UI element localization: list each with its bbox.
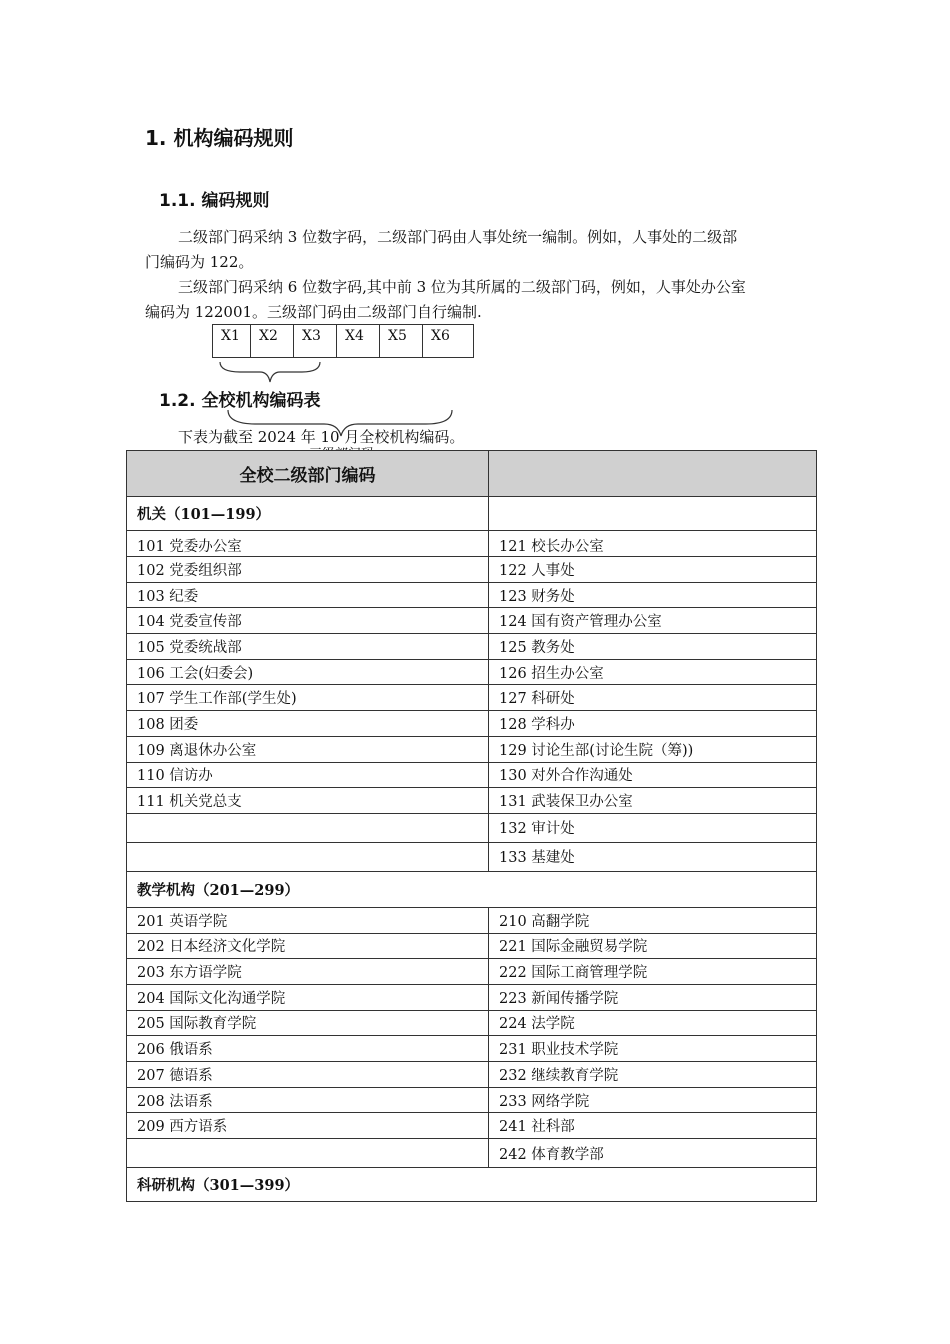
table-row: [127, 1036, 817, 1062]
table-cell: 207 德语系: [127, 1062, 489, 1088]
table-cell: 203 东方语学院: [127, 959, 489, 985]
table-cell: 126 招生办公室: [489, 659, 817, 685]
table-row: [127, 634, 817, 660]
code-cell-x5: X5: [380, 325, 423, 357]
section-heading-1-2: 1.2. 全校机构编码表: [159, 391, 321, 411]
table-cell: 104 党委宣传部: [127, 608, 489, 634]
table-row: [127, 1113, 817, 1139]
table-row: [127, 685, 817, 711]
table-cell: 127 科研处: [489, 685, 817, 711]
table-cell: 201 英语学院: [127, 907, 489, 933]
table-cell: 206 俄语系: [127, 1036, 489, 1062]
section-row: [127, 497, 817, 531]
table-row: [127, 557, 817, 583]
table-cell: 132 审计处: [489, 813, 817, 842]
table-cell: 224 法学院: [489, 1010, 817, 1036]
para1-line2: 门编码为 122。: [145, 253, 254, 271]
table-row: [127, 813, 817, 842]
table-cell: 242 体育教学部: [489, 1139, 817, 1168]
section-row: [127, 871, 817, 907]
table-row: [127, 582, 817, 608]
table-row: [127, 659, 817, 685]
table-row: [127, 1087, 817, 1113]
table-cell: 208 法语系: [127, 1087, 489, 1113]
table-cell: 107 学生工作部(学生处): [127, 685, 489, 711]
table-cell: 128 学科办: [489, 711, 817, 737]
code-diagram: [212, 324, 474, 358]
table-row: [127, 984, 817, 1010]
table-cell: 204 国际文化沟通学院: [127, 984, 489, 1010]
table-cell: [127, 813, 489, 842]
section-label-keyan: 科研机构（301—399）: [127, 1168, 817, 1202]
table-cell: 129 讨论生部(讨论生院（筹)): [489, 736, 817, 762]
table-cell: 231 职业技术学院: [489, 1036, 817, 1062]
table-cell: 124 国有资产管理办公室: [489, 608, 817, 634]
table-cell: 103 纪委: [127, 582, 489, 608]
table-cell: 131 武装保卫办公室: [489, 788, 817, 814]
table-cell: 130 对外合作沟通处: [489, 762, 817, 788]
table-cell: 122 人事处: [489, 557, 817, 583]
table-row: [127, 736, 817, 762]
section-heading-1-1: 1.1. 编码规则: [159, 191, 270, 211]
table-cell: [127, 842, 489, 871]
code-cell-x2: X2: [251, 325, 294, 357]
table-row: [127, 531, 817, 557]
table-cell: 108 团委: [127, 711, 489, 737]
department-code-table: [126, 450, 817, 1202]
table-cell: 210 高翻学院: [489, 907, 817, 933]
table-cell: 125 教务处: [489, 634, 817, 660]
table-cell: 121 校长办公室: [489, 531, 817, 557]
table-row: [127, 842, 817, 871]
table-cell: 222 国际工商管理学院: [489, 959, 817, 985]
table-row: [127, 907, 817, 933]
code-cell-x1: X1: [213, 325, 251, 357]
para1-line1: 二级部门码采纳 3 位数字码，二级部门码由人事处统一编制。例如，人事处的二级部: [178, 228, 738, 246]
table-cell: 109 离退休办公室: [127, 736, 489, 762]
table-cell: 233 网络学院: [489, 1087, 817, 1113]
table-cell: 209 西方语系: [127, 1113, 489, 1139]
table-cell: 106 工会(妇委会): [127, 659, 489, 685]
table-row: [127, 933, 817, 959]
table-row: [127, 788, 817, 814]
table-cell: 105 党委统战部: [127, 634, 489, 660]
table-cell: 111 机关党总支: [127, 788, 489, 814]
table-row: [127, 1010, 817, 1036]
table-cell: 202 日本经济文化学院: [127, 933, 489, 959]
code-cell-x4: X4: [337, 325, 380, 357]
empty-cell: [489, 497, 817, 531]
brace-first-three: [210, 360, 330, 388]
table-cell: 110 信访办: [127, 762, 489, 788]
table-row: [127, 608, 817, 634]
table-header-empty: [489, 451, 817, 497]
table-cell: 102 党委组织部: [127, 557, 489, 583]
table-cell: 205 国际教育学院: [127, 1010, 489, 1036]
table-cell: 133 基建处: [489, 842, 817, 871]
table-header-row: [127, 451, 817, 497]
para2-line2: 编码为 122001。三级部门码由二级部门自行编制.: [145, 303, 482, 321]
table-cell: 221 国际金融贸易学院: [489, 933, 817, 959]
table-row: [127, 711, 817, 737]
table-cell: 241 社科部: [489, 1113, 817, 1139]
table-header: 全校二级部门编码: [127, 451, 489, 497]
table-row: [127, 1139, 817, 1168]
table-cell: [127, 1139, 489, 1168]
section-label-jiaoxue: 教学机构（201—299）: [127, 871, 817, 907]
table-cell: 223 新闻传播学院: [489, 984, 817, 1010]
table-cell: 232 继续教育学院: [489, 1062, 817, 1088]
section-label-jiguan: 机关（101—199）: [127, 497, 489, 531]
table-intro: 下表为截至 2024 年 10 月全校机构编码。: [178, 428, 465, 446]
table-row: [127, 1062, 817, 1088]
table-cell: 101 党委办公室: [127, 531, 489, 557]
code-cell-x6: X6: [431, 328, 450, 344]
table-row: [127, 762, 817, 788]
section-row: [127, 1168, 817, 1202]
code-cell-x3: X3: [294, 325, 337, 357]
heading-1: 1. 机构编码规则: [145, 126, 294, 150]
table-row: [127, 959, 817, 985]
para2-line1: 三级部门码采纳 6 位数字码,其中前 3 位为其所属的二级部门码，例如，人事处办公室: [178, 278, 746, 296]
table-cell: 123 财务处: [489, 582, 817, 608]
